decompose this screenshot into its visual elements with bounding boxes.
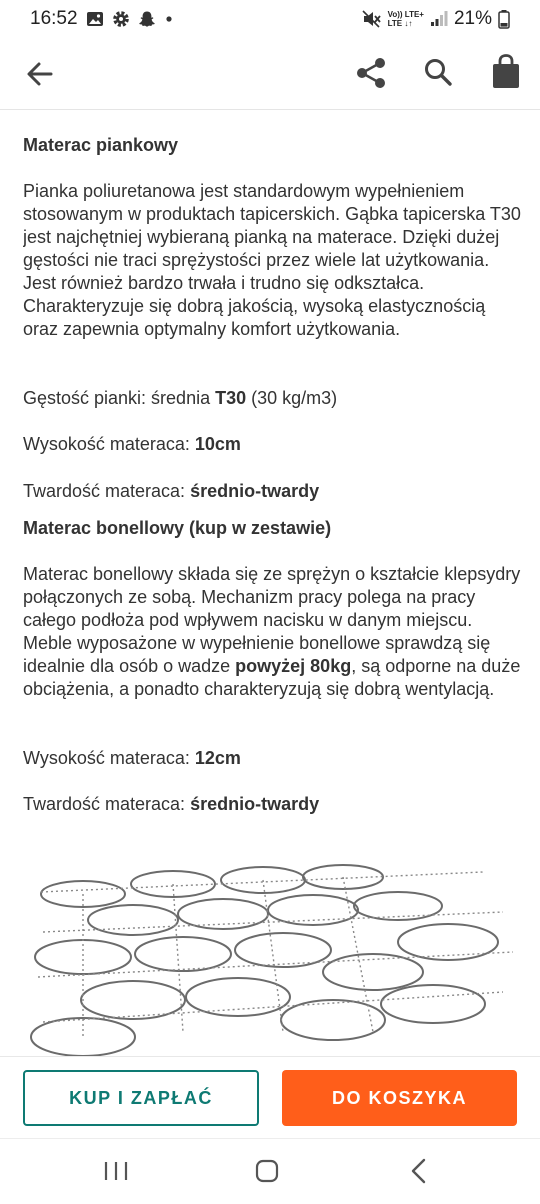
- share-icon[interactable]: [354, 56, 388, 90]
- status-time: 16:52: [30, 8, 78, 29]
- nav-back-icon[interactable]: [409, 1158, 429, 1184]
- bonnell-height: [23, 747, 241, 770]
- product-description: [23, 110, 523, 1056]
- foam-density-label: Gęstość pianki: średnia: [23, 388, 216, 408]
- foam-height: [23, 433, 241, 456]
- shopping-bag-icon[interactable]: [490, 54, 522, 90]
- bonnell-desc-bold: powyżej 80kg: [235, 656, 352, 676]
- search-icon[interactable]: [422, 56, 454, 88]
- status-right: [362, 8, 510, 30]
- bonnell-hardness: [23, 793, 319, 816]
- bonnell-desc-part1: Materac bonellowy składa się ze sprężyn o kształcie klepsydry połączonych ze sobą. Mechanizm pracy polega na pracy całego podłoża pod wpływem nacisku w danym miejscu. Meble wyposażone w wypełnienie bonellowe sprawdzą się idealnie dla osób o wadze: [23, 564, 521, 676]
- signal-icon: [430, 10, 448, 28]
- image-icon: [86, 10, 104, 28]
- foam-density-suffix: (30 kg/m3): [246, 388, 338, 408]
- foam-hardness: [23, 480, 319, 503]
- bottom-action-bar: [0, 1056, 540, 1138]
- network-type: [388, 10, 424, 28]
- bonnell-hardness-label: Twardość materaca:: [23, 794, 191, 814]
- bonnell-height-value: 12cm: [194, 748, 241, 768]
- foam-hardness-label: Twardość materaca:: [23, 481, 191, 501]
- dot-icon: [164, 10, 174, 28]
- bonnell-mattress-description: [23, 563, 523, 701]
- foam-mattress-description: Pianka poliuretanowa jest standardowym wypełnieniem stosowanym w produktach tapicerskich. Gąbka tapicerska T30 jest najchętniej wybieraną pianką na materace. Dzięki dużej gęstości nie traci sprężystości przez wiele lat użytkowania. Jest również bardzo trwała i trudno się odkształca. Charakteryzuje się dobrą jakością, wysoką elastycznością oraz zapewnia optymalny komfort użytkowania.: [23, 181, 521, 339]
- recents-icon[interactable]: [103, 1160, 129, 1182]
- gear-icon: [112, 10, 130, 28]
- battery-icon: [498, 9, 510, 29]
- bonnell-desc-part2: , są odporne na duże obciążenia, a ponadto charakteryzują się dobrą wentylacją.: [23, 656, 521, 699]
- status-left: [30, 8, 174, 30]
- bonnell-hardness-value: średnio-twardy: [190, 794, 320, 814]
- system-nav-bar: [0, 1138, 540, 1204]
- buy-and-pay-button[interactable]: KUP I ZAPŁAĆ: [23, 1070, 259, 1126]
- network-type-bottom: LTE ↓↑: [387, 19, 413, 28]
- bonnell-springs-image: [23, 832, 523, 1056]
- bonnell-mattress-title: Materac bonellowy (kup w zestawie): [23, 518, 332, 538]
- bonnell-height-label: Wysokość materaca:: [23, 748, 195, 768]
- foam-height-label: Wysokość materaca:: [23, 434, 195, 454]
- foam-height-value: 10cm: [194, 434, 241, 454]
- foam-density-value: T30: [215, 388, 247, 408]
- foam-hardness-value: średnio-twardy: [190, 481, 320, 501]
- network-type-top: Vo)) LTE+: [387, 10, 424, 19]
- snapchat-icon: [138, 10, 156, 28]
- add-to-cart-button[interactable]: DO KOSZYKA: [282, 1070, 517, 1126]
- foam-density: [23, 387, 337, 410]
- app-bar: [0, 38, 540, 110]
- home-icon[interactable]: [255, 1159, 279, 1183]
- mute-icon: [362, 10, 382, 28]
- foam-mattress-title: Materac piankowy: [23, 135, 179, 155]
- status-bar: [0, 0, 540, 38]
- battery-percent: 21%: [453, 8, 492, 29]
- back-arrow-icon[interactable]: [24, 58, 56, 90]
